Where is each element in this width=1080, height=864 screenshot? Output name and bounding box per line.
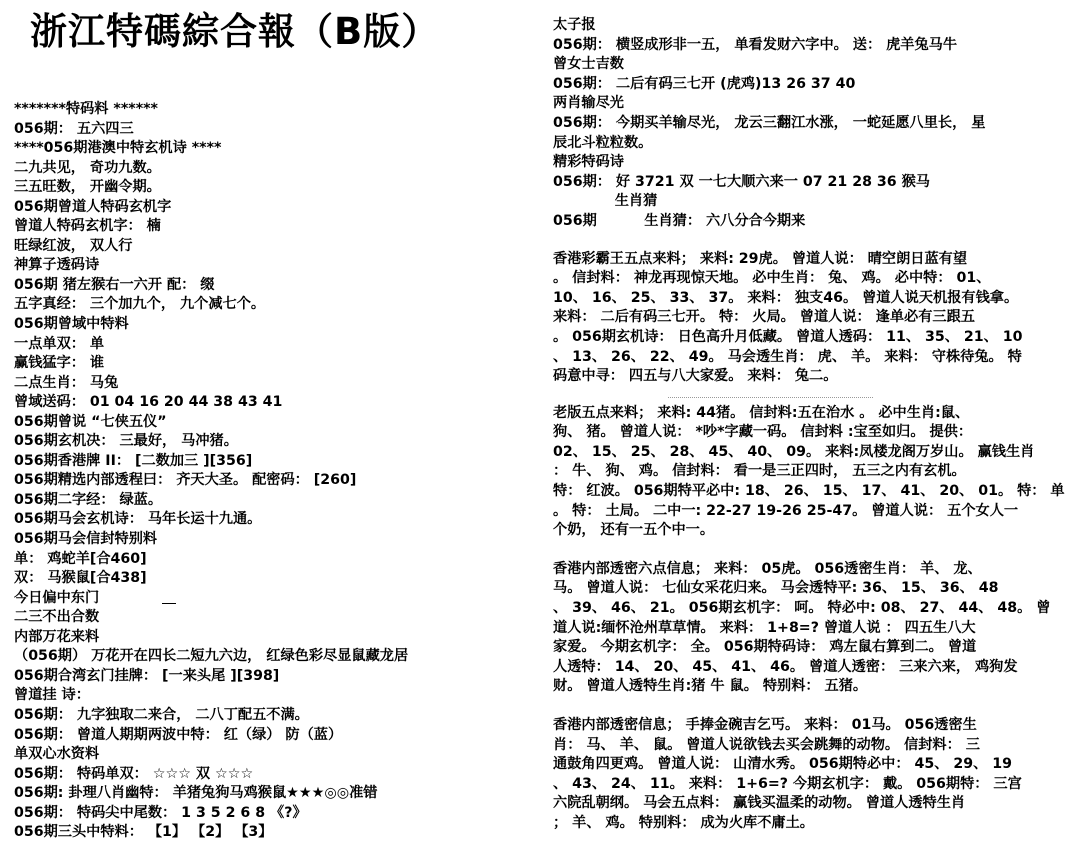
text-line: 056期马会玄机诗： 马年长运十九通。 — [14, 511, 262, 528]
text-line: 通鼓角四更鸡。 曾道人说： 山清水秀。 056期特必中： 45、 29、 19 — [553, 756, 1012, 773]
text-line: 码意中寻： 四五与八大家爱。 来料： 兔二。 — [553, 368, 838, 385]
text-line: 精彩特码诗 — [553, 154, 624, 171]
text-line: 来料： 二后有码三七开。 特： 火局。 曾道人说： 逢单必有三跟五 — [553, 309, 975, 326]
text-line: 辰北斗粒粒数。 — [553, 134, 653, 151]
text-line: 二三不出合数 — [14, 609, 100, 626]
text-line: 神算子透码诗 — [14, 257, 100, 274]
text-line: 、 39、 46、 21。 056期玄机字： 呵。 特必中: 08、 27、 44、 48。 曾 — [553, 600, 1051, 617]
text-line: 056期合湾玄门挂牌： [一来头尾 ][398] — [14, 667, 280, 684]
text-line: 曾道人特码玄机字： 楠 — [14, 218, 161, 235]
text-line: 056期曾道人特码玄机字 — [14, 198, 172, 215]
text-line: 两肖输尽光 — [553, 95, 624, 112]
text-block — [553, 16, 1077, 232]
text-line: 056期： 横竖成形非一五， 单看发财六字中。 送： 虎羊兔马牛 — [553, 36, 958, 53]
text-line: 单双心水资料 — [14, 746, 100, 763]
text-line: ： 牛、 狗、 鸡。 信封料： 看一是三正四时， 五三之内有玄机。 — [553, 463, 966, 480]
text-line: 056期 猪左猴右一六开 配： 缀 — [14, 276, 215, 293]
text-line: *******特码料 ****** — [14, 101, 158, 117]
text-block — [553, 250, 1077, 387]
text-line: 056期： 好 3721 双 一七大顺六来一 07 21 28 36 猴马 — [553, 173, 930, 190]
text-line: 老版五点来料； 来料: 44猪。 信封料:五在治水 。 必中生肖:鼠、 — [553, 404, 970, 421]
text-line: 056期二字经： 绿蓝。 — [14, 491, 163, 508]
text-line: 双： 马猴鼠[合438] — [14, 570, 147, 587]
text-line: 狗、 猪。 曾道人说： *吵*字藏一码。 信封料 :宝至如归。 提供： — [553, 424, 973, 441]
text-line: 香港彩霸王五点来料； 来料: 29虎。 曾道人说： 晴空朗日蓝有望 — [553, 250, 968, 267]
text-line: 香港内部透密六点信息； 来料： 05虎。 056透密生肖： 羊、 龙、 — [553, 560, 982, 577]
text-line: 056期： 九字独取二来合， 二八丁配五不满。 — [14, 706, 309, 723]
text-line: 赢钱猛字： 谁 — [14, 355, 105, 372]
text-line: 生肖猜 — [553, 193, 658, 210]
text-block — [553, 404, 1077, 541]
text-line: 。 特： 土局。 二中一: 22-27 19-26 25-47。 曾道人说： 五个女人一 — [553, 502, 1019, 519]
text-line: 056期香港牌 II： [二数加三 ][356] — [14, 452, 253, 469]
text-line: 旺绿红波， 双人行 — [14, 237, 133, 254]
page-title: 浙江特碼綜合報（B版） — [30, 10, 440, 53]
text-line: 、 43、 24、 11。 来料： 1+6=? 今期玄机字： 戴。 056期特： 三宫 — [553, 775, 1022, 792]
text-line: 056期： 五六四三 — [14, 120, 134, 137]
text-line: 单： 鸡蛇羊[合460] — [14, 550, 147, 567]
text-line: 特： 红波。 056期特平必中: 18、 26、 15、 17、 41、 20、 01。 特： 单 — [553, 483, 1065, 500]
text-line: 曾域送码： 01 04 16 20 44 38 43 41 — [14, 394, 283, 411]
text-line: 六院乱朝纲。 马会五点料： 赢钱买温柔的动物。 曾道人透特生肖 — [553, 795, 966, 812]
text-line: 056期三头中特料： 【1】 【2】 【3】 — [14, 824, 273, 841]
text-line: ； 羊、 鸡。 特别料： 成为火库不庸土。 — [553, 814, 814, 831]
text-line: 056期曾说 “七侠五仪” — [14, 413, 167, 430]
text-line: 。 056期玄机诗： 日色高升月低藏。 曾道人透码： 11、 35、 21、 10 — [553, 328, 1023, 345]
text-line: 太子报 — [553, 17, 596, 33]
text-line: 056期曾域中特料 — [14, 316, 129, 333]
dash-mark — [162, 603, 176, 604]
text-line: 人透特： 14、 20、 45、 41、 46。 曾道人透密： 三来六来， 鸡狗发 — [553, 658, 1018, 675]
text-line: 肖： 马、 羊、 鼠。 曾道人说欲钱去买会跳舞的动物。 信封料： 三 — [553, 736, 980, 753]
text-line: 曾女士吉数 — [553, 56, 624, 73]
text-line: （056期） 万花开在四长二短九六边， 红绿色彩尽显鼠藏龙居 — [14, 648, 409, 665]
text-line: 056期马会信封特别料 — [14, 531, 158, 548]
text-line: 个奶， 还有一五个中一。 — [553, 522, 715, 539]
text-line: 财。 曾道人透特生肖:猪 牛 鼠。 特别料： 五猪。 — [553, 678, 868, 695]
text-line: 056期： 曾道人期期两波中特： 红（绿） 防（蓝） — [14, 726, 343, 743]
text-line: 056期： 今期买羊输尽光， 龙云三翻江水涨， 一蛇延愿八里长， 星 — [553, 114, 986, 131]
text-line: 内部万花来料 — [14, 628, 100, 645]
text-line: 一点单双： 单 — [14, 335, 105, 352]
text-block — [553, 560, 1077, 697]
text-line: ****056期港澳中特玄机诗 **** — [14, 140, 222, 157]
text-line: 10、 16、 25、 33、 37。 来料： 独支46。 曾道人说天机报有钱拿。 — [553, 289, 1019, 306]
left-column — [14, 100, 529, 843]
text-line: 056期: 卦理八肖幽特： 羊猪兔狗马鸡猴鼠★★★◎◎准错 — [14, 785, 378, 802]
text-line: 马。 曾道人说： 七仙女采花归来。 马会透特平: 36、 15、 36、 48 — [553, 580, 999, 597]
text-line: 。 信封料： 神龙再现惊天地。 必中生肖： 兔、 鸡。 必中特： 01、 — [553, 270, 991, 287]
text-line: 二九共见， 奇功九数。 — [14, 159, 161, 176]
text-block — [553, 716, 1077, 834]
right-column — [553, 16, 1077, 853]
text-line: 二点生肖： 马兔 — [14, 374, 119, 391]
text-line: 056期精选内部透程曰： 齐天大圣。 配密码： [260] — [14, 472, 357, 489]
text-line: 056期： 二后有码三七开 (虎鸡)13 26 37 40 — [553, 75, 856, 92]
text-line: 056期： 特码尖中尾数： 1 3 5 2 6 8 《?》 — [14, 804, 307, 821]
text-line: 五字真经： 三个加九个， 九个减七个。 — [14, 296, 266, 313]
text-line: 、 13、 26、 22、 49。 马会透生肖： 虎、 羊。 来料： 守株待兔。 特 — [553, 348, 1022, 365]
section-divider — [668, 397, 873, 398]
text-line: 056期： 特码单双： ☆☆☆ 双 ☆☆☆ — [14, 765, 254, 782]
text-line: 家爱。 今期玄机字： 全。 056期特码诗： 鸡左鼠右算到二。 曾道 — [553, 639, 977, 656]
text-line: 今日偏中东门 — [14, 589, 100, 606]
text-line: 香港内部透密信息； 手捧金碗吉乞丐。 来料： 01马。 056透密生 — [553, 717, 977, 733]
text-line: 曾道挂 诗： — [14, 687, 90, 704]
text-line: 三五旺数， 开幽令期。 — [14, 179, 161, 196]
text-line: 02、 15、 25、 28、 45、 40、 09。 来料:凤楼龙阁万岁山。 赢钱生肖 — [553, 443, 1035, 460]
text-line: 道人说:缅怀沧州草草情。 来料： 1+8=? 曾道人说 ： 四五生八大 — [553, 619, 976, 636]
text-line: 056期玄机决： 三最好， 马冲猪。 — [14, 433, 238, 450]
text-line: 056期 生肖猜： 六八分合今期来 — [553, 212, 806, 229]
